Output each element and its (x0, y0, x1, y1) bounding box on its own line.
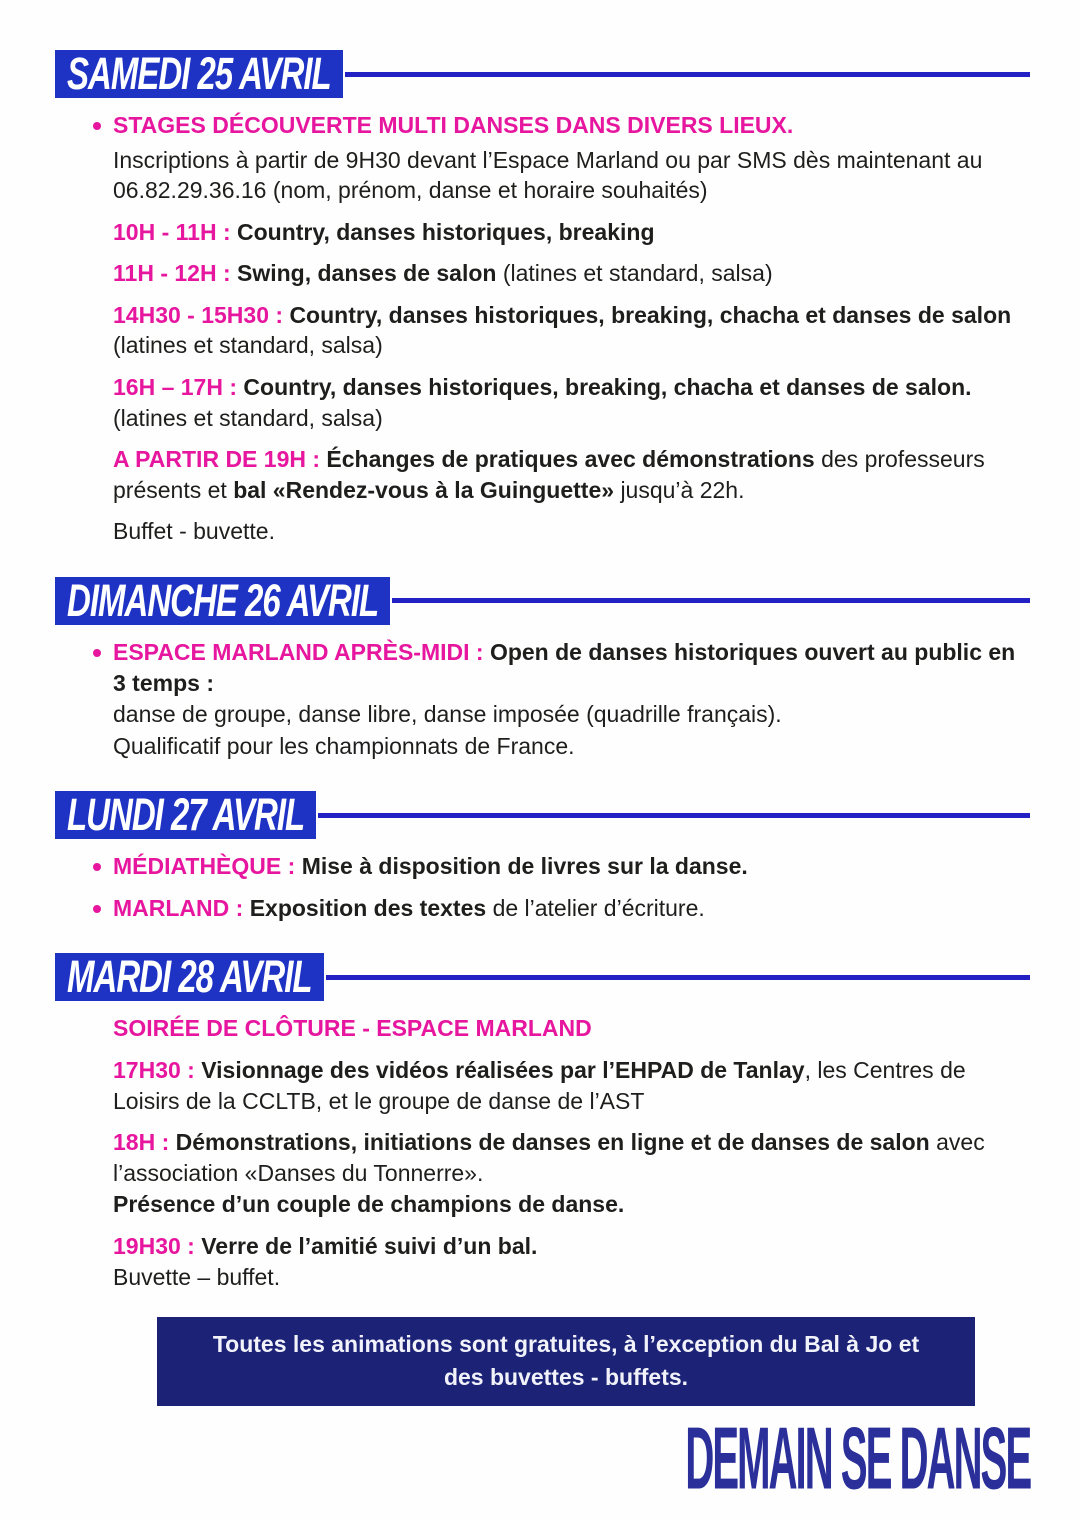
activity-text: Country, danses historiques, breaking, chacha et danses de salon (289, 301, 1012, 328)
section-mardi-28-avril (55, 953, 1030, 1293)
schedule-item (113, 1127, 1030, 1188)
schedule-item (113, 1055, 1030, 1116)
activity-text: Démonstrations, initiations de danses en ligne et de danses de salon (175, 1129, 937, 1156)
header-rule (392, 598, 1030, 603)
day-header-box (55, 953, 324, 1001)
day-header-label: LUNDI 27 AVRIL (67, 789, 305, 841)
activity-detail: (latines et standard, salsa) (113, 404, 383, 431)
section-lundi-27-avril (55, 791, 1030, 923)
schedule-item (113, 258, 1030, 289)
activity-detail: avec l’association «Danses du Tonnerre». (113, 1129, 985, 1186)
note-text: Buffet - buvette. (113, 518, 275, 545)
time-label: 14H30 - 15H30 : (113, 301, 290, 328)
event-heading (113, 637, 1030, 698)
event-note (113, 1262, 1030, 1293)
header-rule (345, 72, 1030, 77)
time-label: 17H30 : (113, 1056, 202, 1083)
event-heading (113, 851, 1030, 882)
activity-detail: jusqu’à 22h. (620, 476, 745, 503)
bullet-icon (93, 122, 101, 130)
activity-detail: , les Centres de Loisirs de la CCLTB, et le groupe de danse de l’AST (113, 1056, 966, 1114)
day-header (55, 574, 1030, 626)
event-heading (113, 893, 1030, 924)
activity-text: Country, danses historiques, breaking (237, 218, 655, 245)
time-label: 19H30 : (113, 1232, 202, 1259)
banner-text: Toutes les animations sont gratuites, à l’exception du Bal à Jo et des buvettes - buffets. (212, 1331, 920, 1391)
bullet-icon (93, 649, 101, 657)
time-label: 10H - 11H : (113, 218, 237, 245)
activity-text: Country, danses historiques, breaking, chacha et danses de salon. (243, 374, 972, 401)
activity-detail: (latines et standard, salsa) (113, 332, 383, 359)
activity-text: Échanges de pratiques avec démonstrations (326, 446, 822, 473)
note-text: Inscriptions à partir de 9H30 devant l’Espace Marland ou par SMS dès maintenant au 06.82.29.36.16 (nom, prénom, danse et horaire souhaités) (113, 146, 983, 204)
event-heading (113, 110, 1030, 141)
event-note (113, 699, 1030, 730)
event-logo (55, 1409, 1030, 1508)
event-note (113, 516, 1030, 547)
activity-text: Visionnage des vidéos réalisées par l’EHPAD de Tanlay (201, 1056, 805, 1083)
schedule-item (113, 217, 1030, 248)
note-text: Qualificatif pour les championnats de France. (113, 732, 575, 759)
header-rule (318, 813, 1030, 818)
day-header-label: MARDI 28 AVRIL (67, 951, 312, 1003)
bullet-icon (93, 863, 101, 871)
day-header (55, 953, 1030, 1001)
heading-text: STAGES DÉCOUVERTE MULTI DANSES DANS DIVERS LIEUX. (113, 112, 794, 138)
activity-text: Exposition des textes (249, 894, 493, 921)
info-banner (157, 1317, 975, 1406)
day-header (55, 47, 1030, 99)
schedule-item (113, 1231, 1030, 1262)
day-header-box (55, 574, 390, 626)
event-note (113, 145, 1030, 206)
day-header-label: SAMEDI 25 AVRIL (67, 47, 331, 99)
heading-text: ESPACE MARLAND APRÈS-MIDI : (113, 638, 490, 665)
day-header (55, 791, 1030, 839)
section-dimanche-26-avril (55, 574, 1030, 761)
heading-text: SOIRÉE DE CLÔTURE - ESPACE MARLAND (113, 1015, 592, 1042)
place-label: MÉDIATHÈQUE : (113, 853, 302, 880)
activity-text: Verre de l’amitié suivi d’un bal. (201, 1232, 538, 1259)
activity-text: Mise à disposition de livres sur la danse. (301, 853, 748, 880)
time-label: 16H – 17H : (113, 374, 244, 401)
note-text: Buvette – buffet. (113, 1264, 281, 1291)
event-note (113, 731, 1030, 762)
place-label: MARLAND : (113, 894, 250, 921)
event-subheading (113, 1013, 1030, 1044)
note-text: danse de groupe, danse libre, danse imposée (quadrille français). (113, 701, 782, 728)
note-text: Présence d’un couple de champions de danse. (113, 1191, 625, 1218)
schedule-item (113, 300, 1030, 361)
logo-text: DEMAIN SE DANSE (685, 1409, 1030, 1508)
activity-text: Open de danses historiques ouvert au public en 3 temps : (113, 638, 1016, 696)
activity-text: bal «Rendez-vous à la Guinguette» (233, 476, 621, 503)
schedule-item (113, 372, 1030, 433)
section-samedi-25-avril (55, 47, 1030, 547)
event-note (113, 1189, 1030, 1220)
header-rule (326, 975, 1030, 980)
activity-detail: des professeurs présents et (113, 446, 985, 503)
activity-detail: de l’atelier d’écriture. (492, 894, 705, 921)
bullet-icon (93, 905, 101, 913)
day-header-box (55, 791, 316, 839)
time-label: A PARTIR DE 19H : (113, 446, 327, 473)
activity-text: Swing, danses de salon (237, 260, 503, 287)
time-label: 18H : (113, 1129, 176, 1156)
schedule-item (113, 444, 1030, 505)
day-header-label: DIMANCHE 26 AVRIL (67, 574, 379, 626)
activity-detail: (latines et standard, salsa) (502, 260, 773, 287)
day-header-box (55, 47, 343, 99)
time-label: 11H - 12H : (113, 260, 237, 287)
